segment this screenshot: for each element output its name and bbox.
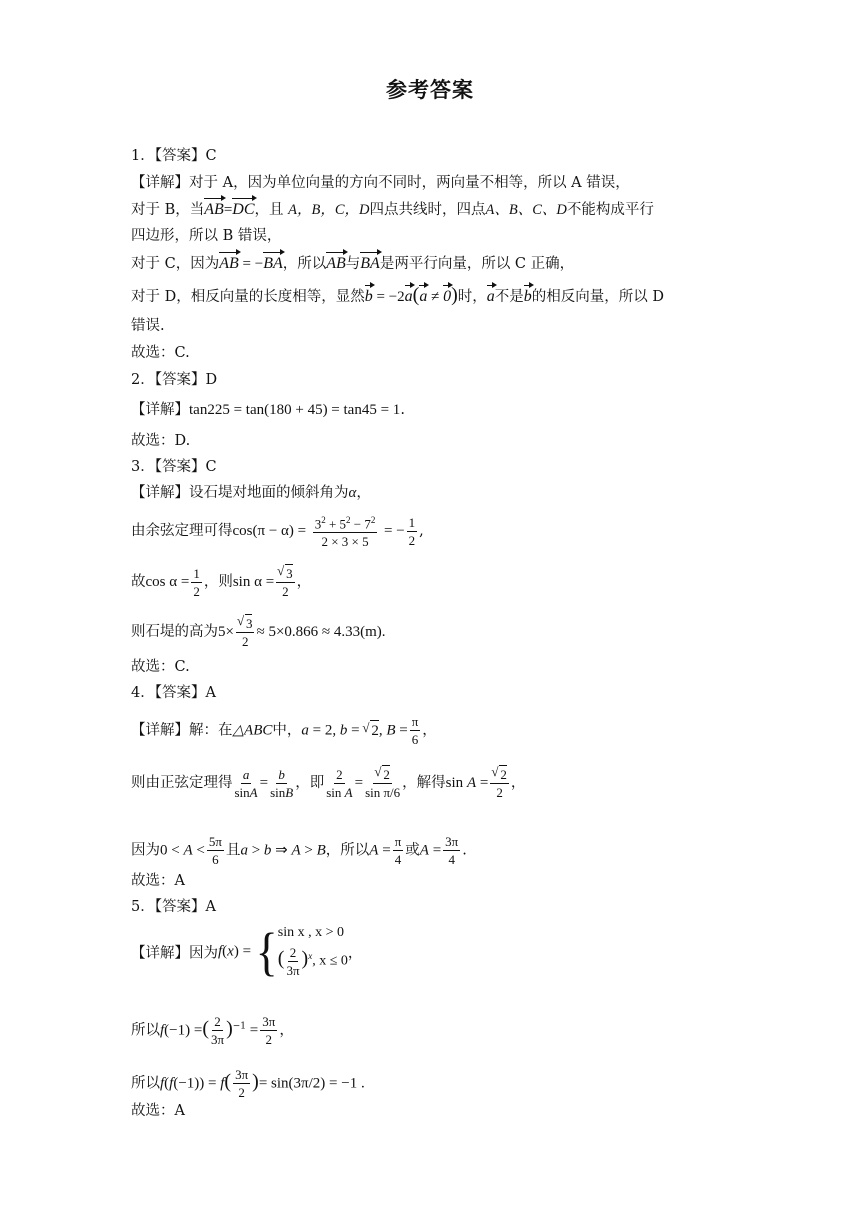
vector-dc: DC: [232, 201, 255, 218]
q3-detail-line-2: 由余弦定理可得cos(π − α) = $\frac{3^2 + 5^2 - 7^2}{2 \times 3 \times 5}$ = − $\frac{1}{2}$ ,: [131, 512, 424, 550]
q5-detail-line-3: 所以f(f(−1)) = f( $\frac{3\pi}{2}$ )= sin(3π/2) = −1 .: [131, 1067, 365, 1100]
q4-detail-line-3: 因为0 < A < $\frac{5\pi}{6}$ 且a > b ⇒ A > B，所以A = $\frac{\pi}{4}$ 或A = $\frac{3\pi}{4}$ .: [131, 834, 467, 867]
q3-detail-line-3: 故cos α = $\frac{1}{2}$ ，则sin α = √ $\frac{3}{2}$ ，: [131, 564, 311, 600]
q2-math: tan225 = tan(180 + 45) = tan45 = 1: [189, 402, 401, 418]
q4-answer: 4．【答案】A: [131, 685, 216, 701]
q1-answer: 1．【答案】C: [131, 148, 217, 164]
q5-detail-line-2: 所以f(−1) =( $\frac{2}{3\pi}$ )$^{-1}$ = $\frac{3\pi}{2}$ ，: [131, 1014, 294, 1047]
q1-detail-line-6: 错误.: [131, 318, 165, 334]
q1-detail-line-2: 对于 B，当AB=DC，且 A，B，C，D四点共线时，四点A、B、C、D不能构成平行: [131, 201, 654, 218]
q1-l2c: 四点共线时，四点: [369, 202, 486, 218]
q1-detail-line-4: 对于 C，因为AB = −BA，所以AB与BA是两平行向量，所以 C 正确，: [131, 255, 575, 272]
q1-detail-line-1: 【详解】对于 A，因为单位向量的方向不同时，两向量不相等，所以 A 错误，: [131, 175, 630, 191]
q3-answer: 3．【答案】C: [131, 459, 217, 475]
vector-ab: AB: [204, 201, 224, 218]
q5-choice: 故选：A: [131, 1103, 185, 1119]
q1-detail-line-5: 对于 D，相反向量的长度相等，显然b = −2a(a ≠ 0)时，a不是b的相反向量，所以 D: [131, 284, 664, 306]
q2-choice: 故选：D.: [131, 433, 191, 449]
page-title: 参考答案: [386, 78, 474, 102]
q4-detail-line-2: 则由正弦定理得 $\frac{a}{\sin A}$ = $\frac{b}{\sin B}$ ，即 $\frac{2}{\text{sin A}}$ = √ $\frac{2}{\text{sin π/6}}$ ，解得sin A = √ $\frac{2}{2}$ ，: [131, 765, 525, 801]
q4-detail-line-1: 【详解】解：在△ABC中，a = 2, b = √ 2, B = $\frac{\pi}{6}$ ，: [131, 713, 437, 748]
piecewise-function: { sin x , x > 0 ( $\frac{2}{3\pi}$ )$^x$, x ≤ 0: [255, 922, 348, 981]
q3-detail-line-1: 【详解】设石堤对地面的倾斜角为α，: [131, 485, 371, 501]
q1-detail-line-3: 四边形，所以 B 错误，: [131, 228, 282, 244]
q5-detail-line-1: 【详解】因为f(x) = { sin x , x > 0 ( $\frac{2}{3\pi}$ )$^x$, x ≤ 0 ，: [131, 922, 363, 981]
q3-detail-line-4: 则石堤的高为5× √ $\frac{3}{2}$ ≈ 5×0.866 ≈ 4.33(m).: [131, 614, 386, 650]
q2-detail: 【详解】tan225 = tan(180 + 45) = tan45 = 1.: [131, 402, 405, 418]
q1-l2b: ，且: [254, 202, 284, 218]
q1-l2a: 对于 B，当: [131, 202, 205, 218]
q2-answer: 2．【答案】D: [131, 372, 218, 388]
q5-answer: 5．【答案】A: [131, 899, 216, 915]
q3-choice: 故选：C.: [131, 659, 190, 675]
q1-l2d: 不能构成平行: [566, 202, 654, 218]
q4-choice: 故选：A: [131, 873, 185, 889]
q1-choice: 故选：C.: [131, 345, 190, 361]
